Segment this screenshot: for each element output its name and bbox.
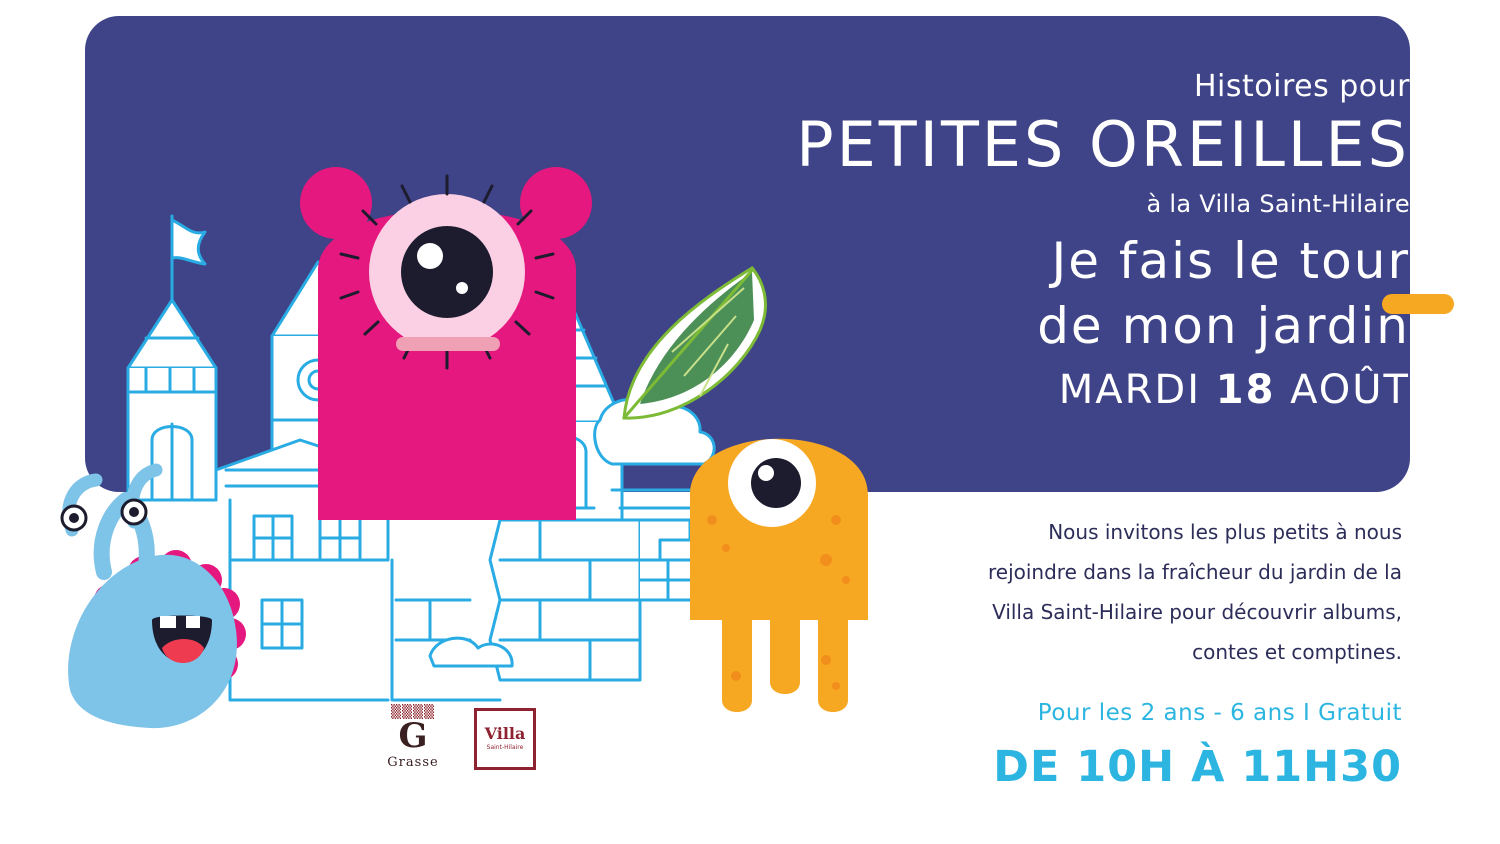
description-line: contes et comptines. — [1192, 640, 1402, 664]
date-suffix: AOÛT — [1275, 367, 1410, 414]
grasse-logo — [378, 706, 448, 770]
event-hours: DE 10H À 11H30 — [993, 742, 1402, 792]
villa-logo-line-1: Villa — [484, 724, 526, 744]
grasse-monogram: G — [398, 716, 428, 756]
description-line: rejoindre dans la fraîcheur du jardin de la — [987, 560, 1402, 584]
villa-logo-line-2: Saint-Hilaire — [486, 744, 524, 752]
kicker-text: Histoires pour — [1193, 69, 1410, 104]
subtitle-line-2: de mon jardin — [1037, 296, 1410, 355]
event-date — [690, 367, 1410, 413]
crown-icon: ▒▒▒▒ — [391, 705, 435, 720]
villa-saint-hilaire-logo — [474, 708, 536, 770]
description-line: Nous invitons les plus petits à nous — [1048, 520, 1402, 544]
blue-snail-monster — [62, 470, 246, 728]
description-line: Villa Saint-Hilaire pour découvrir albums, — [992, 600, 1402, 624]
date-prefix: MARDI — [1058, 367, 1216, 414]
date-day: 18 — [1215, 367, 1276, 414]
audience-info: Pour les 2 ans - 6 ans I Gratuit — [1037, 700, 1402, 726]
logo-row — [378, 706, 536, 770]
subtitle-line-1: Je fais le tour — [1051, 232, 1410, 291]
description-block — [782, 512, 1402, 672]
grasse-logo-label: Grasse — [387, 754, 439, 770]
venue-text: à la Villa Saint-Hilaire — [1146, 190, 1410, 219]
page-title: PETITES OREILLES — [796, 108, 1410, 181]
title-block — [690, 70, 1410, 413]
